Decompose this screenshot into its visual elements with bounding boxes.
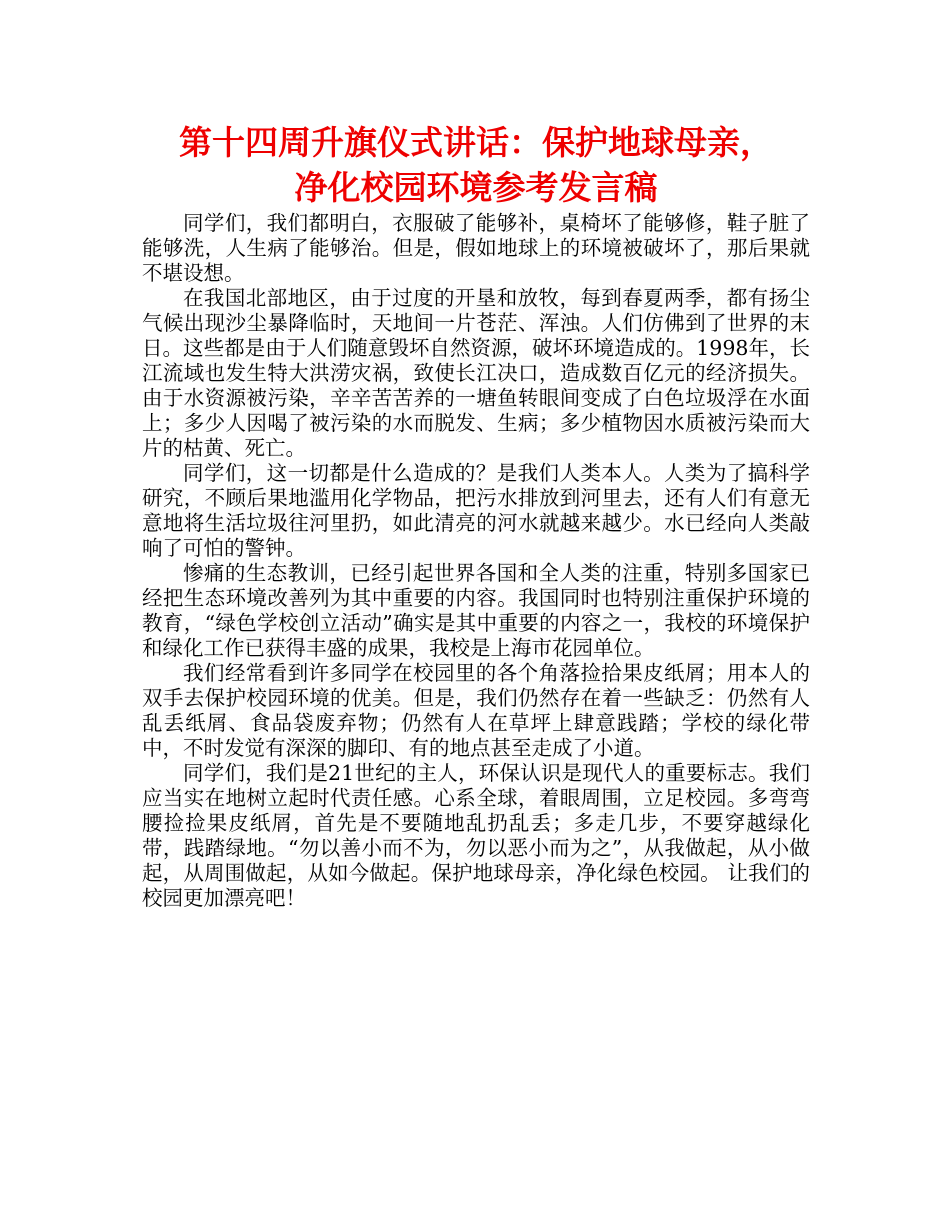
paragraph-6: 同学们，我们是21世纪的主人，环保认识是现代人的重要标志。我们应当实在地树立起时代责任感。心系全球，着眼周围，立足校园。多弯弯腰捡捡果皮纸屑，首先是不要随地乱扔乱丢；多走几步，不要穿越绿化带，践踏绿地。“勿以善小而不为，勿以恶小而为之”，从我做起，从小做起，从周围做起，从如今做起。保护地球母亲，净化绿色校园。 让我们的校园更加漂亮吧！ (142, 761, 810, 910)
paragraph-1: 同学们，我们都明白，衣服破了能够补，桌椅坏了能够修，鞋子脏了能够洗，人生病了能够治。但是，假如地球上的环境被破坏了，那后果就不堪设想。 (142, 211, 810, 285)
document-title (142, 120, 810, 210)
document-title-line-1: 第十四周升旗仪式讲话：保护地球母亲， (179, 123, 773, 162)
document-body (142, 211, 810, 911)
paragraph-4: 惨痛的生态教训，已经引起世界各国和全人类的注重，特别多国家已经把生态环境改善列为其中重要的内容。我国同时也特别注重保护环境的教育，“绿色学校创立活动”确实是其中重要的内容之一，我校的环境保护和绿化工作已获得丰盛的成果，我校是上海市花园单位。 (142, 561, 810, 660)
document-title-line-2: 净化校园环境参考发言稿 (294, 168, 658, 207)
paragraph-2: 在我国北部地区，由于过度的开垦和放牧，每到春夏两季，都有扬尘气候出现沙尘暴降临时，天地间一片苍茫、浑浊。人们仿佛到了世界的末日。这些都是由于人们随意毁坏自然资源，破坏环境造成的。1998年，长江流域也发生特大洪涝灾祸，致使长江决口，造成数百亿元的经济损失。由于水资源被污染，辛辛苦苦养的一塘鱼转眼间变成了白色垃圾浮在水面上；多少人因喝了被污染的水而脱发、生病；多少植物因水质被污染而大片的枯黄、死亡。 (142, 286, 810, 460)
paragraph-3: 同学们，这一切都是什么造成的？是我们人类本人。人类为了搞科学研究，不顾后果地滥用化学物品，把污水排放到河里去，还有人们有意无意地将生活垃圾往河里扔，如此清亮的河水就越来越少。水已经向人类敲响了可怕的警钟。 (142, 461, 810, 560)
paragraph-5: 我们经常看到许多同学在校园里的各个角落捡拾果皮纸屑；用本人的双手去保护校园环境的优美。但是，我们仍然存在着一些缺乏：仍然有人乱丢纸屑、食品袋废弃物；仍然有人在草坪上肆意践踏；学校的绿化带中，不时发觉有深深的脚印、有的地点甚至走成了小道。 (142, 661, 810, 760)
